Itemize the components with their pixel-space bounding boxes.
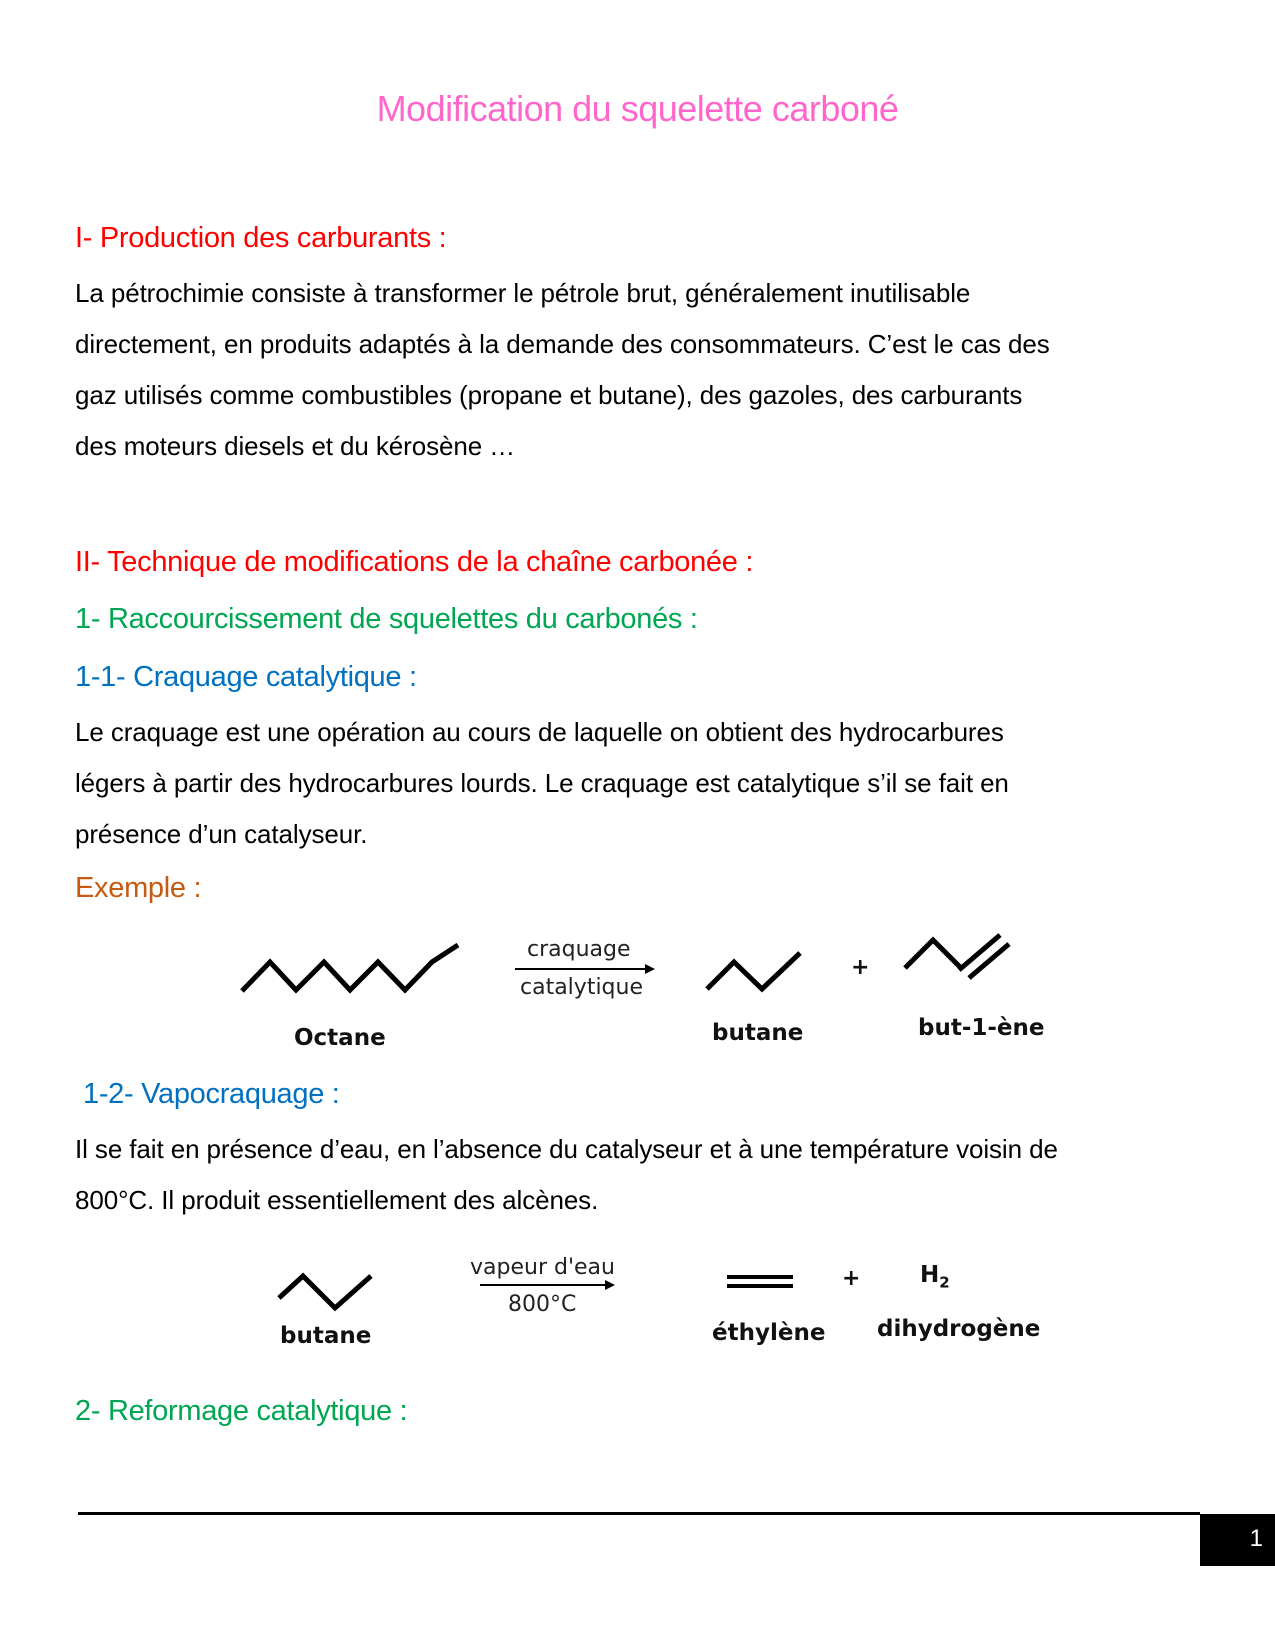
subsection-1-1-paragraph (75, 707, 1210, 860)
butane-skeleton (705, 945, 805, 993)
paragraph-line: Le craquage est une opération au cours de laquelle on obtient des hydrocarbures (75, 717, 1004, 747)
section-1-paragraph (75, 268, 1210, 472)
paragraph-line: La pétrochimie consiste à transformer le pétrole brut, généralement inutilisable (75, 278, 971, 308)
subsection-1-1-heading: 1-1- Craquage catalytique : (75, 661, 417, 693)
dihydrogen-formula: $H_2$ (920, 1262, 950, 1292)
paragraph-line: directement, en produits adaptés à la demande des consommateurs. C’est le cas des (75, 329, 1050, 359)
reaction-1-condition-bottom: catalytique (520, 975, 643, 1000)
dihydrogen-label: dihydrogène (877, 1316, 1041, 1342)
subsection-2-heading: 2- Reformage catalytique : (75, 1395, 408, 1427)
butane-label: butane (712, 1020, 804, 1046)
reaction-2-plus: + (842, 1266, 861, 1291)
ethylene-double-bond (727, 1274, 793, 1290)
paragraph-line: gaz utilisés comme combustibles (propane et butane), des gazoles, des carburants (75, 380, 1023, 410)
subsection-1-2-paragraph (75, 1124, 1210, 1226)
page-title: Modification du squelette carboné (376, 88, 899, 129)
subsection-1-heading: 1- Raccourcissement de squelettes du carbonés : (75, 603, 698, 635)
octane-label: Octane (294, 1025, 386, 1051)
octane-skeleton (240, 945, 465, 995)
reaction-2-condition-bottom: 800°C (508, 1292, 577, 1317)
reaction-1-arrow (515, 962, 655, 976)
example-label: Exemple : (75, 872, 202, 904)
but-1-ene-label: but-1-ène (918, 1015, 1045, 1041)
section-2-heading: II- Technique de modifications de la chaîne carbonée : (75, 546, 754, 578)
but-1-ene-skeleton (903, 932, 1013, 984)
reaction-1-condition-top: craquage (527, 937, 631, 962)
footer-rule (78, 1512, 1200, 1515)
paragraph-line: Il se fait en présence d’eau, en l’absence du catalyseur et à une température voisin de (75, 1134, 1058, 1164)
paragraph-line: des moteurs diesels et du kérosène … (75, 431, 516, 461)
reaction-2-arrow (480, 1278, 615, 1292)
reaction-1-plus: + (851, 955, 870, 980)
section-1-heading: I- Production des carburants : (75, 222, 447, 254)
page-number: 1 (1200, 1514, 1275, 1566)
subsection-1-2-heading: 1-2- Vapocraquage : (83, 1078, 340, 1110)
reaction-2-condition-top: vapeur d'eau (470, 1255, 615, 1280)
ethylene-label: éthylène (712, 1320, 826, 1346)
paragraph-line: légers à partir des hydrocarbures lourds. Le craquage est catalytique s’il se fait en (75, 768, 1009, 798)
butane-skeleton-2 (277, 1272, 375, 1312)
paragraph-line: présence d’un catalyseur. (75, 819, 368, 849)
paragraph-line: 800°C. Il produit essentiellement des alcènes. (75, 1185, 599, 1215)
butane-label-2: butane (280, 1323, 372, 1349)
